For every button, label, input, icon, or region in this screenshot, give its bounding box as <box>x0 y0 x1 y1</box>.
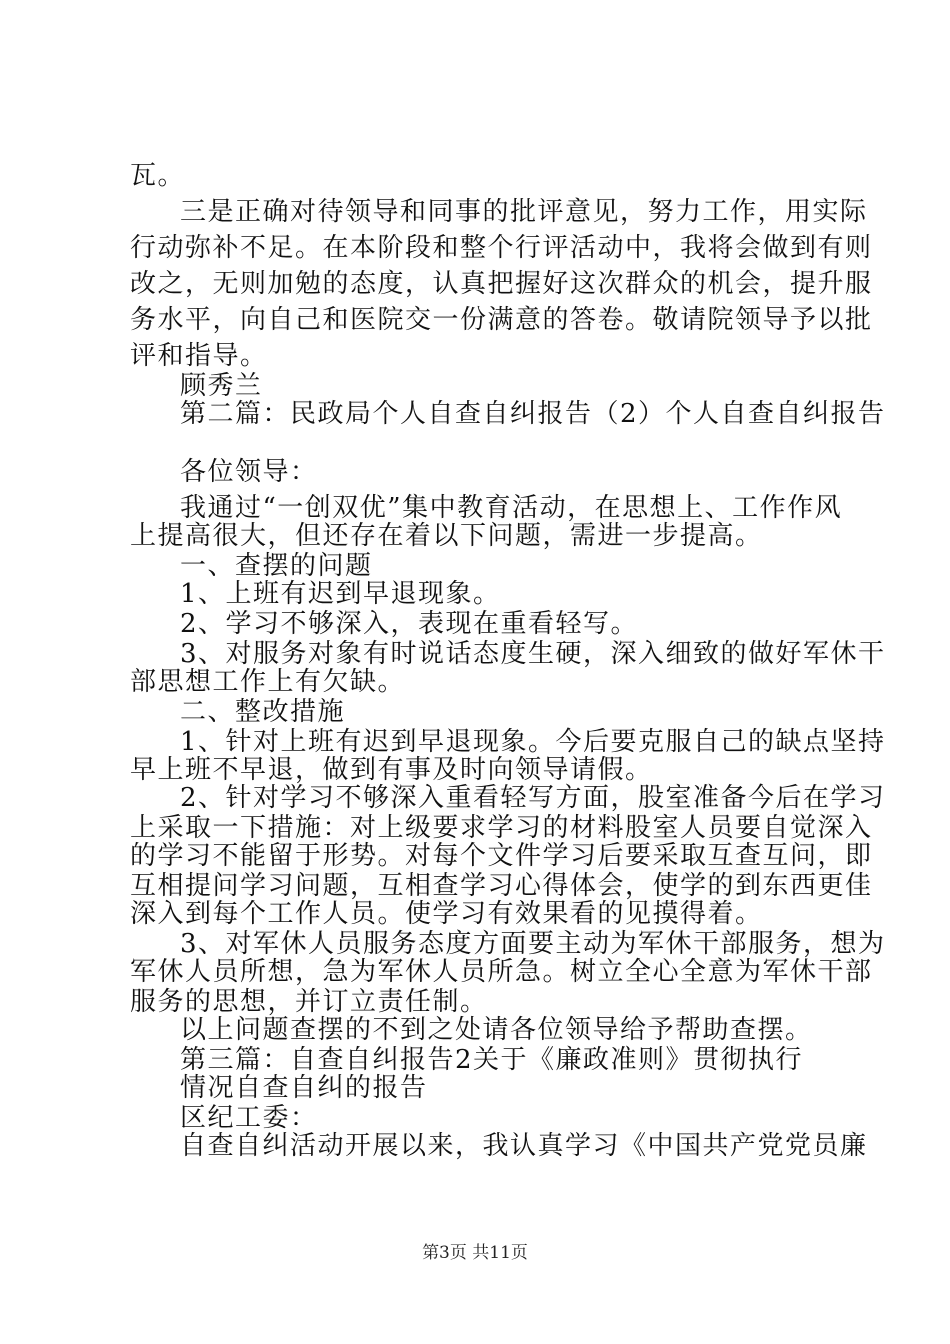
text-line: 的学习不能留于形势。对每个文件学习后要采取互查互问，即 <box>130 841 873 871</box>
section-heading: 第二篇：民政局个人自查自纠报告（2）个人自查自纠报告 <box>180 399 886 429</box>
salutation: 各位领导： <box>180 457 318 487</box>
text-line: 深入到每个工作人员。使学习有效果看的见摸得着。 <box>130 899 763 929</box>
signature-name: 顾秀兰 <box>180 371 263 401</box>
page-number-footer: 第3页 共11页 <box>422 1243 528 1263</box>
list-item: 2、针对学习不够深入重看轻写方面，股室准备今后在学习 <box>180 783 886 813</box>
text-line: 早上班不早退，做到有事及时向领导请假。 <box>130 755 653 785</box>
text-line: 部思想工作上有欠缺。 <box>130 667 406 697</box>
subheading: 一、查摆的问题 <box>180 551 373 581</box>
list-item: 3、对服务对象有时说话态度生硬，深入细致的做好军休干 <box>180 639 886 669</box>
text-line: 评和指导。 <box>130 341 268 371</box>
text-line: 行动弥补不足。在本阶段和整个行评活动中，我将会做到有则 <box>130 233 873 263</box>
text-line: 军休人员所想，急为军休人员所急。树立全心全意为军休干部 <box>130 957 873 987</box>
section-heading-continued: 情况自查自纠的报告 <box>180 1073 428 1103</box>
text-line: 务水平，向自己和医院交一份满意的答卷。敬请院领导予以批 <box>130 305 873 335</box>
text-line: 我通过“一创双优”集中教育活动，在思想上、工作作风 <box>180 493 843 523</box>
list-item: 1、针对上班有迟到早退现象。今后要克服自己的缺点坚持 <box>180 727 886 757</box>
text-line: 上采取一下措施：对上级要求学习的材料股室人员要自觉深入 <box>130 813 873 843</box>
text-line: 上提高很大，但还存在着以下问题，需进一步提高。 <box>130 521 763 551</box>
text-line: 互相提问学习问题，互相查学习心得体会，使学的到东西更佳 <box>130 871 873 901</box>
list-item: 2、学习不够深入，表现在重看轻写。 <box>180 609 639 639</box>
text-line: 服务的思想，并订立责任制。 <box>130 987 488 1017</box>
salutation: 区纪工委： <box>180 1103 318 1133</box>
list-item: 3、对军休人员服务态度方面要主动为军休干部服务，想为 <box>180 929 886 959</box>
text-line: 自查自纠活动开展以来，我认真学习《中国共产党党员廉 <box>180 1131 868 1161</box>
text-line: 瓦。 <box>130 161 186 191</box>
text-line: 改之，无则加勉的态度，认真把握好这次群众的机会，提升服 <box>130 269 873 299</box>
list-item: 1、上班有迟到早退现象。 <box>180 579 501 609</box>
subheading: 二、整改措施 <box>180 697 346 727</box>
text-line: 以上问题查摆的不到之处请各位领导给予帮助查摆。 <box>180 1015 813 1045</box>
section-heading: 第三篇：自查自纠报告2关于《廉政准则》贯彻执行 <box>180 1045 804 1075</box>
text-line: 三是正确对待领导和同事的批评意见，努力工作，用实际 <box>180 197 868 227</box>
